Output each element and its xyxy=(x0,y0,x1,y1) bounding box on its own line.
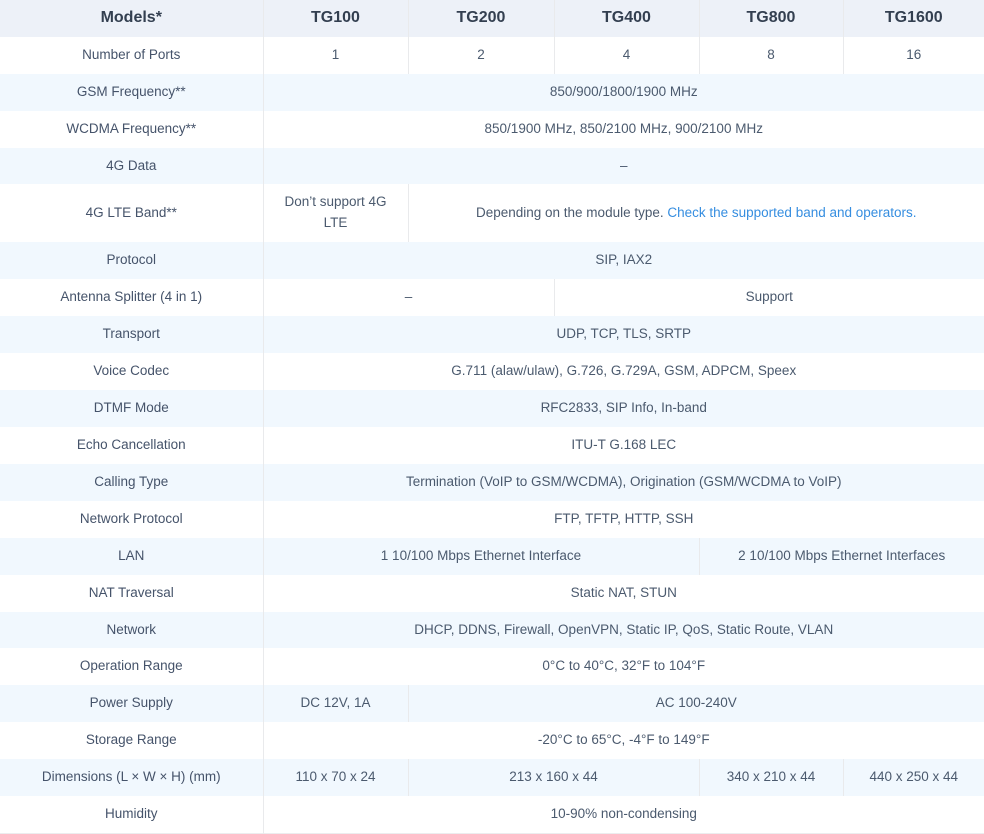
spec-cell: 1 10/100 Mbps Ethernet Interface xyxy=(263,538,699,575)
spec-cell: 2 xyxy=(408,37,554,74)
spec-cell: 850/900/1800/1900 MHz xyxy=(263,74,984,111)
table-row-dtmf-mode xyxy=(0,390,984,427)
row-label: Protocol xyxy=(106,252,157,268)
table-row-transport xyxy=(0,316,984,353)
spec-cell: Termination (VoIP to GSM/WCDMA), Origination (GSM/WCDMA to VoIP) xyxy=(263,464,984,501)
row-label: Network Protocol xyxy=(79,510,183,526)
table-row-4g-data xyxy=(0,148,984,185)
spec-cell: DHCP, DDNS, Firewall, OpenVPN, Static IP, QoS, Static Route, VLAN xyxy=(263,612,984,649)
spec-cell: 2 10/100 Mbps Ethernet Interfaces xyxy=(699,538,984,575)
spec-cell: 16 xyxy=(843,37,984,74)
row-label: Number of Ports xyxy=(82,46,181,62)
table-row-lan xyxy=(0,538,984,575)
table-row-network xyxy=(0,612,984,649)
table-row-echo-cancellation xyxy=(0,427,984,464)
spec-cell: 340 x 210 x 44 xyxy=(699,759,843,796)
row-label: Network xyxy=(106,621,156,637)
row-label: Power Supply xyxy=(89,695,173,711)
table-row-power-supply xyxy=(0,685,984,722)
row-label: Transport xyxy=(102,326,160,342)
spec-cell: SIP, IAX2 xyxy=(263,242,984,279)
table-row-humidity xyxy=(0,796,984,833)
table-row-calling-type xyxy=(0,464,984,501)
table-row-antenna-splitter-4-in-1 xyxy=(0,279,984,316)
table-row-voice-codec xyxy=(0,353,984,390)
spec-table-head xyxy=(0,0,984,37)
spec-cell: – xyxy=(263,279,554,316)
spec-cell: Depending on the module type. Check the supported band and operators. xyxy=(408,184,984,242)
spec-cell: 1 xyxy=(263,37,408,74)
column-header-tg800: TG800 xyxy=(699,0,843,37)
table-row-storage-range xyxy=(0,722,984,759)
spec-cell: ITU-T G.168 LEC xyxy=(263,427,984,464)
table-row-nat-traversal xyxy=(0,575,984,612)
spec-cell: 4 xyxy=(554,37,699,74)
spec-cell: DC 12V, 1A xyxy=(263,685,408,722)
table-row-number-of-ports xyxy=(0,37,984,74)
row-label: NAT Traversal xyxy=(88,584,174,600)
spec-cell: Static NAT, STUN xyxy=(263,575,984,612)
spec-cell: UDP, TCP, TLS, SRTP xyxy=(263,316,984,353)
row-label: 4G LTE Band** xyxy=(85,204,177,220)
row-label: Storage Range xyxy=(85,732,177,748)
column-header-tg1600: TG1600 xyxy=(843,0,984,37)
spec-cell: 8 xyxy=(699,37,843,74)
row-label: Antenna Splitter (4 in 1) xyxy=(60,289,203,305)
row-label: Voice Codec xyxy=(93,363,170,379)
row-label: Humidity xyxy=(104,806,158,822)
spec-cell: 10-90% non-condensing xyxy=(263,796,984,833)
spec-cell: Don’t support 4G LTE xyxy=(263,184,408,242)
table-row-wcdma-frequency xyxy=(0,111,984,148)
spec-cell: -20°C to 65°C, -4°F to 149°F xyxy=(263,722,984,759)
spec-table-body xyxy=(0,37,984,834)
supported-band-link[interactable]: Check the supported band and operators. xyxy=(667,204,917,220)
table-row-dimensions-l-w-h-mm xyxy=(0,759,984,796)
row-label: Echo Cancellation xyxy=(76,436,186,452)
spec-cell: – xyxy=(263,148,984,185)
table-row-4g-lte-band xyxy=(0,184,984,242)
table-row-gsm-frequency xyxy=(0,74,984,111)
column-header-models: Models* xyxy=(0,0,263,37)
spec-cell: 213 x 160 x 44 xyxy=(408,759,699,796)
spec-cell: Support xyxy=(554,279,984,316)
spec-cell: RFC2833, SIP Info, In-band xyxy=(263,390,984,427)
spec-cell: G.711 (alaw/ulaw), G.726, G.729A, GSM, ADPCM, Speex xyxy=(263,353,984,390)
row-label: DTMF Mode xyxy=(93,400,169,416)
spec-cell: 440 x 250 x 44 xyxy=(843,759,984,796)
row-label: GSM Frequency** xyxy=(76,83,186,99)
spec-cell: FTP, TFTP, HTTP, SSH xyxy=(263,501,984,538)
spec-cell: AC 100-240V xyxy=(408,685,984,722)
row-label: 4G Data xyxy=(106,157,157,173)
spec-cell: 850/1900 MHz, 850/2100 MHz, 900/2100 MHz xyxy=(263,111,984,148)
table-row-network-protocol xyxy=(0,501,984,538)
table-header-row xyxy=(0,0,984,37)
row-label: Dimensions (L × W × H) (mm) xyxy=(41,769,221,785)
column-header-tg100: TG100 xyxy=(263,0,408,37)
table-row-protocol xyxy=(0,242,984,279)
row-label: Operation Range xyxy=(79,658,183,674)
row-label: Calling Type xyxy=(94,473,169,489)
row-label: WCDMA Frequency** xyxy=(66,120,197,136)
table-row-operation-range xyxy=(0,648,984,685)
column-header-tg400: TG400 xyxy=(554,0,699,37)
spec-cell: 110 x 70 x 24 xyxy=(263,759,408,796)
row-label: LAN xyxy=(118,547,145,563)
spec-cell: 0°C to 40°C, 32°F to 104°F xyxy=(263,648,984,685)
column-header-tg200: TG200 xyxy=(408,0,554,37)
